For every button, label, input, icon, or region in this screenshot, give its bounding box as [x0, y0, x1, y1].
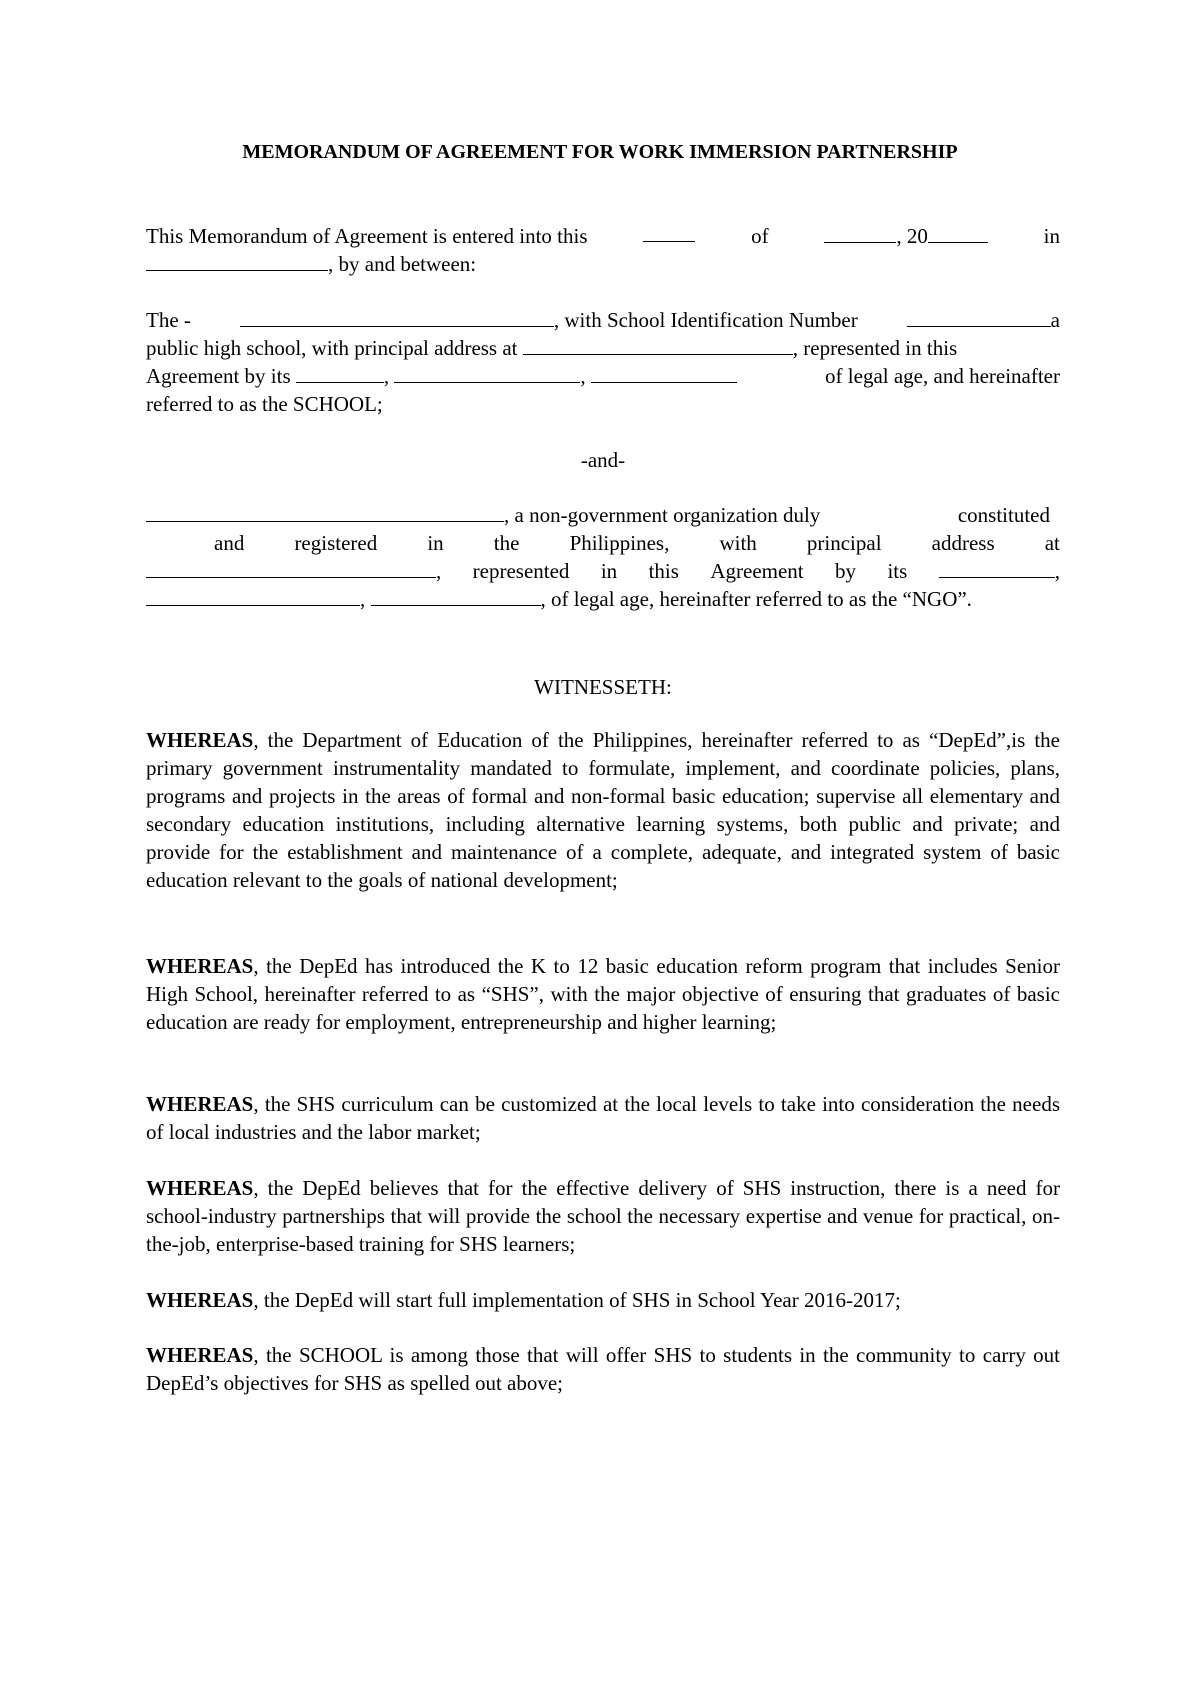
ngo-word-philippines: Philippines, — [569, 531, 670, 555]
school-text-5: , represented in this — [792, 336, 958, 360]
school-id-blank — [907, 307, 1051, 327]
ngo-word-this: this — [648, 559, 679, 583]
ngo-word-by: by — [835, 559, 857, 583]
clause-text: , the SCHOOL is among those that will offer SHS to students in the community to carry out DepEd’s objectives for SHS as spelled out above; — [146, 1343, 1060, 1395]
and-separator: -and- — [580, 448, 626, 472]
whereas-label: WHEREAS — [146, 1343, 254, 1367]
ngo-text-1: , a non-government organization duly — [504, 503, 821, 527]
school-text-9: of legal age, and hereinafter — [825, 364, 1060, 388]
intro-paragraph — [146, 222, 1060, 278]
ngo-comma-2: , — [1054, 559, 1060, 583]
intro-text-2: of — [751, 224, 769, 248]
ngo-word-in: in — [427, 531, 444, 555]
ngo-word-at: at — [1044, 531, 1060, 555]
ngo-rep-name-blank — [146, 586, 360, 606]
school-paragraph — [146, 306, 1060, 418]
intro-text-3: , 20 — [896, 224, 928, 248]
whereas-label: WHEREAS — [146, 1092, 254, 1116]
year-blank — [928, 223, 988, 243]
school-text-2: , with School Identification Number — [553, 308, 858, 332]
principal-position-blank — [591, 363, 737, 383]
witnesseth-heading: WITNESSETH: — [534, 675, 672, 699]
principal-title-blank — [296, 363, 384, 383]
clause-text: , the DepEd has introduced the K to 12 basic education reform program that includes Senior High School, hereinafter referred to as “SHS”, with the major objective of ensuring that graduates of basic education are ready for employment, entrepreneurship and higher learning; — [146, 954, 1060, 1034]
clause-text: , the SHS curriculum can be customized at the local levels to take into consideration the needs of local industries and the labor market; — [146, 1092, 1060, 1144]
whereas-clause-3 — [146, 1090, 1060, 1146]
place-blank — [146, 251, 328, 271]
day-blank — [643, 222, 695, 242]
ngo-address-blank — [146, 558, 436, 578]
ngo-word-principal: principal — [806, 531, 882, 555]
school-text-7: , — [383, 364, 390, 388]
ngo-name-blank — [146, 502, 504, 522]
ngo-word-agreement: Agreement — [710, 559, 804, 583]
ngo-word-with: with — [719, 531, 757, 555]
whereas-label: WHEREAS — [146, 728, 254, 752]
school-text-6: Agreement by its — [146, 364, 291, 388]
ngo-comma: , — [436, 559, 442, 583]
school-text-8: , — [580, 364, 586, 388]
month-blank — [824, 223, 896, 243]
whereas-clause-5 — [146, 1286, 1060, 1314]
ngo-word-address: address — [931, 531, 995, 555]
school-text-10: referred to as the SCHOOL; — [146, 392, 383, 416]
document-title: MEMORANDUM OF AGREEMENT FOR WORK IMMERSION PARTNERSHIP — [242, 141, 958, 163]
intro-text-1: This Memorandum of Agreement is entered into this — [146, 224, 588, 248]
ngo-comma-3: , — [360, 587, 366, 611]
ngo-word-in-2: in — [600, 559, 618, 583]
school-text-3: a — [1050, 308, 1060, 332]
ngo-rep-position-blank — [371, 586, 541, 606]
whereas-clause-2 — [146, 952, 1060, 1036]
school-text-1: The - — [146, 308, 191, 332]
intro-text-4: in — [1043, 224, 1060, 248]
ngo-word-the: the — [493, 531, 520, 555]
intro-text-5: , by and between: — [328, 252, 477, 276]
principal-name-blank — [394, 363, 580, 383]
whereas-clause-4 — [146, 1174, 1060, 1258]
whereas-clause-1 — [146, 726, 1060, 894]
ngo-text-legal-age: , of legal age, hereinafter referred to as the “NGO”. — [540, 587, 972, 611]
clause-text: , the DepEd believes that for the effective delivery of SHS instruction, there is a need for school-industry partnerships that will provide the school the necessary expertise and venue for practical, on-the-job, enterprise-based training for SHS learners; — [146, 1176, 1060, 1256]
ngo-word-and: and — [214, 531, 245, 555]
whereas-label: WHEREAS — [146, 1176, 254, 1200]
ngo-rep-title-blank — [939, 558, 1055, 578]
school-text-4: public high school, with principal address at — [146, 336, 518, 360]
whereas-label: WHEREAS — [146, 954, 254, 978]
clause-text: , the Department of Education of the Philippines, hereinafter referred to as “DepEd”,is the primary government instrumentality mandated to formulate, implement, and coordinate policies, plans, programs and projects in the areas of formal and non-formal basic education; supervise all elementary and secondary education institutions, including alternative learning systems, both public and private; and provide for the establishment and maintenance of a complete, adequate, and integrated system of basic education relevant to the goals of national development; — [146, 728, 1060, 892]
whereas-label: WHEREAS — [146, 1288, 254, 1312]
ngo-text-2: constituted — [957, 503, 1050, 527]
ngo-word-registered: registered — [294, 531, 378, 555]
school-name-blank — [240, 307, 554, 327]
clause-text: , the DepEd will start full implementation of SHS in School Year 2016-2017; — [253, 1288, 901, 1312]
school-address-blank — [523, 335, 793, 355]
whereas-clause-6 — [146, 1341, 1060, 1397]
ngo-word-its: its — [887, 559, 908, 583]
ngo-word-represented: represented — [472, 559, 570, 583]
ngo-paragraph — [146, 501, 1060, 613]
